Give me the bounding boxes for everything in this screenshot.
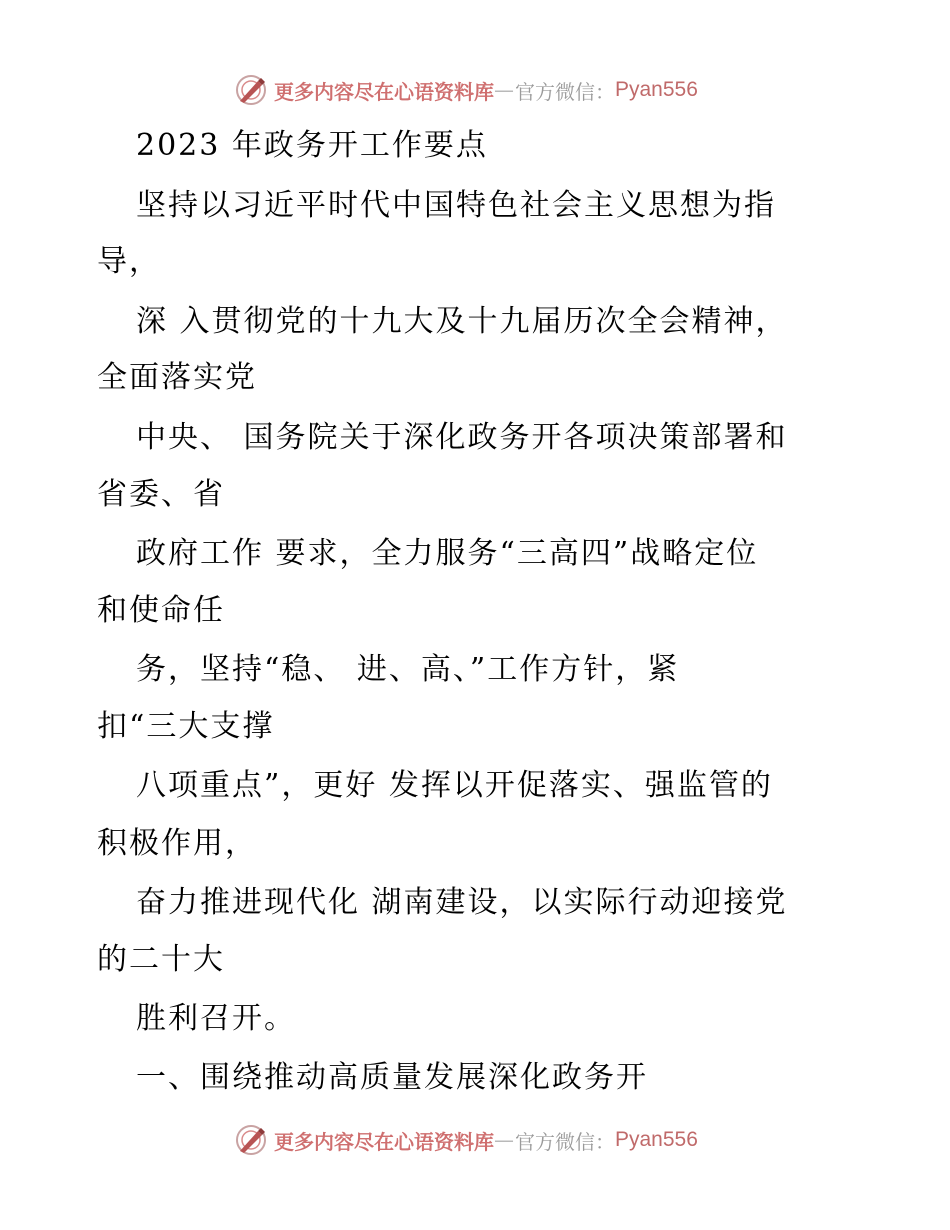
watermark-account: Pyan556 [615, 1128, 698, 1151]
paragraph-line: 坚持以习近平时代中国特色社会主义思想为指 [136, 188, 776, 223]
watermark-account: Pyan556 [615, 78, 698, 101]
paragraph-line: 奋力推进现代化 湖南建设，以实际行动迎接党 [136, 885, 788, 920]
watermark-dash: — [494, 78, 515, 102]
paragraph-line: 的二十大 [97, 942, 225, 977]
paragraph-line: 全面落实党 [97, 360, 257, 395]
watermark-header [234, 72, 698, 108]
paragraph-line: 和使命任 [97, 593, 225, 628]
watermark-site-text: 更多内容尽在心语资料库 [274, 79, 494, 104]
watermark-label: 官方微信： [515, 79, 615, 104]
watermark-dash: — [494, 1128, 515, 1152]
watermark-site-text: 更多内容尽在心语资料库 [274, 1129, 494, 1154]
paragraph-line: 省委、省 [97, 477, 225, 512]
paragraph-line: 中央、 国务院关于深化政务开各项决策部署和 [136, 420, 788, 455]
paragraph-line: 积极作用， [97, 826, 257, 861]
paragraph-line: 八项重点”，更好 发挥以开促落实、强监管的 [136, 768, 773, 803]
section-heading: 一、围绕推动高质量发展深化政务开 [136, 1060, 648, 1095]
paragraph-line: 深 入贯彻党的十九大及十九届历次全会精神， [136, 304, 788, 339]
paragraph-line: 导， [97, 244, 161, 279]
paragraph-line: 务，坚持“稳、 进、高、”工作方针，紧 [136, 652, 680, 687]
paragraph-line: 胜利召开。 [136, 1001, 296, 1036]
watermark-footer [234, 1122, 698, 1158]
paragraph-line: 政府工作 要求，全力服务“三高四”战略定位 [136, 536, 759, 571]
watermark-label: 官方微信： [515, 1129, 615, 1154]
paragraph-line: 扣“三大支撑 [97, 709, 275, 744]
pen-logo-icon [234, 73, 268, 107]
document-title: 2023 年政务开工作要点 [136, 128, 488, 163]
pen-logo-icon [234, 1123, 268, 1157]
